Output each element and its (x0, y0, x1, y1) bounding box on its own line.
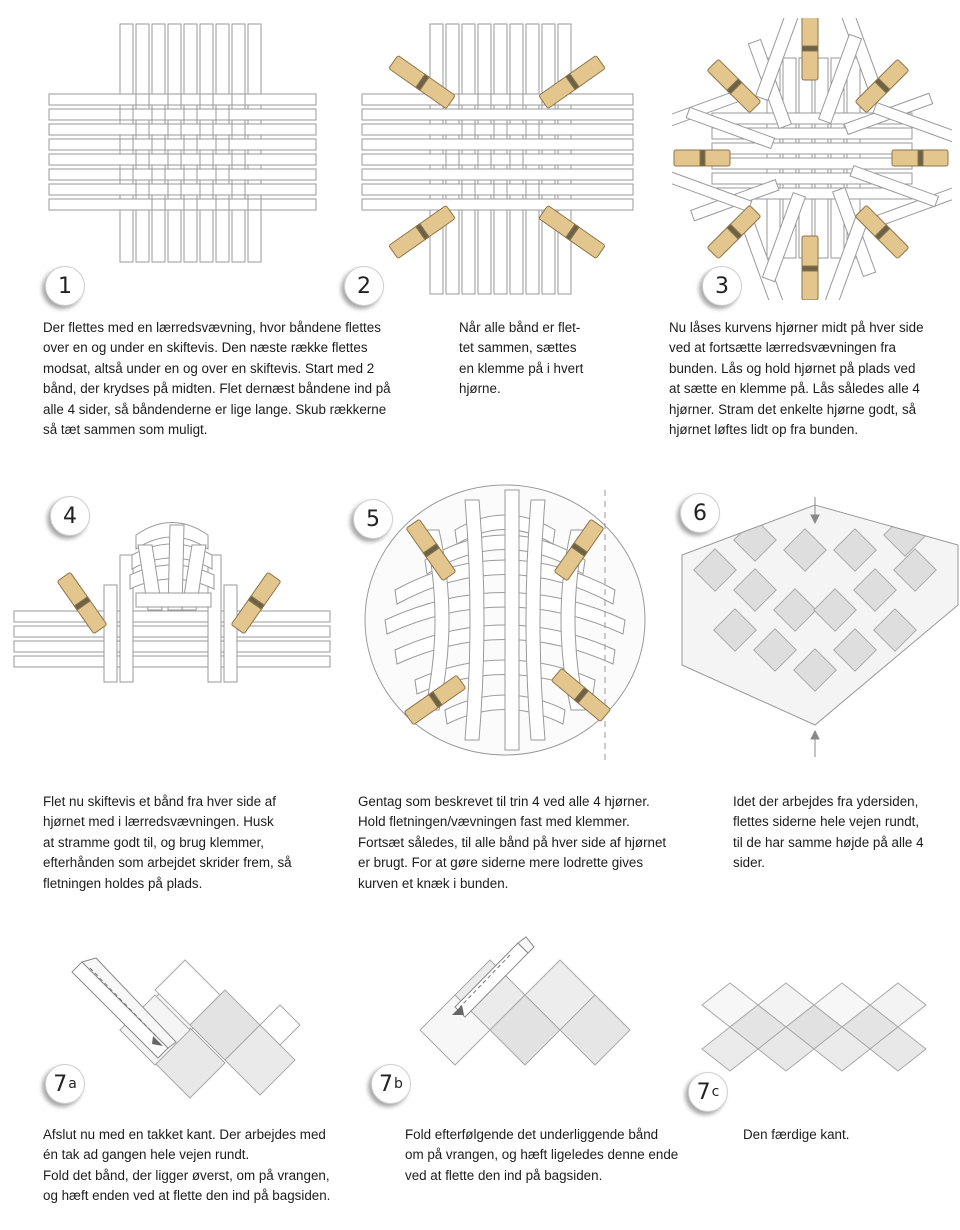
step-number: 6 (693, 500, 707, 526)
step-5-illustration (355, 470, 665, 770)
step-number: 5 (366, 506, 380, 532)
step-number-badge (371, 1064, 411, 1104)
step-2-caption: Når alle bånd er flet- tet sammen, sættes en klemme på i hvert hjørne. (459, 320, 584, 397)
step-suffix: a (68, 1076, 77, 1092)
step-number: 7 (696, 1079, 711, 1105)
step-number-badge (344, 266, 384, 306)
step-number-badge (702, 266, 742, 306)
step-suffix: c (711, 1084, 720, 1100)
step-number-badge (50, 496, 90, 536)
step-number: 4 (63, 503, 77, 529)
step-suffix: b (394, 1076, 403, 1092)
arrow-up-icon (811, 731, 819, 757)
step-number-badge (680, 493, 720, 533)
step-7a-illustration (60, 950, 310, 1105)
step-6-illustration (680, 495, 960, 770)
step-6-caption: Idet der arbejdes fra ydersiden, flettes siderne hele vejen rundt, til de har samme højde på alle 4 sider. (733, 794, 924, 871)
step-number: 7 (53, 1071, 68, 1097)
step-7a-caption: Afslut nu med en takket kant. Der arbejdes med én tak ad gangen hele vejen rundt. Fold det bånd, der ligger øverst, om på vrangen, og hæft enden ved at flette den ind på bagsiden. (43, 1127, 331, 1204)
step-number: 3 (715, 273, 729, 299)
step-2-illustration (360, 22, 635, 297)
step-number-badge (353, 499, 393, 539)
step-4-caption: Flet nu skiftevis et bånd fra hver side af hjørnet med i lærredsvævningen. Husk at stramme godt til, og brug klemmer, efterhånden som arbejdet skrider frem, så fletningen holdes på plads. (43, 794, 292, 891)
step-7b-caption: Fold efterfølgende det underliggende bånd om på vrangen, og hæft ligeledes denne ende ved at flette den ind på bagsiden. (405, 1127, 679, 1183)
step-4-illustration (12, 515, 332, 685)
step-5-caption: Gentag som beskrevet til trin 4 ved alle 4 hjørner. Hold fletningen/vævningen fast med klemmer. Fortsæt således, til alle bånd på hver side af hjørnet er brugt. For at gøre siderne mere lodrette gives kurven et knæk i bunden. (358, 794, 667, 891)
step-7c-caption: Den færdige kant. (743, 1127, 850, 1142)
step-3-caption: Nu låses kurvens hjørner midt på hver side ved at fortsætte lærredsvævningen fra bunden. Lås og hold hjørnet på plads ved at sætte en klemme på. Lås således alle 4 hjørner. Stram det enkelte hjørne godt, så hjørnet løftes lidt op fra bunden. (669, 320, 924, 438)
step-1-illustration (45, 22, 320, 267)
step-number: 2 (357, 273, 371, 299)
step-number: 1 (58, 273, 72, 299)
step-3-illustration (672, 18, 952, 300)
step-1-caption: Der flettes med en lærredsvævning, hvor båndene flettes over en og under en skiftevis. Den næste række flettes modsat, altså under en og over en skiftevis. Start med 2 bånd, der krydses på midten. Flet dernæst båndene ind på alle 4 sider, så båndenderne er lige lange. Skub rækkerne så tæt sammen som muligt. (43, 320, 391, 438)
step-7b-illustration (400, 935, 650, 1085)
step-number-badge (45, 1064, 85, 1104)
step-number-badge (45, 266, 85, 306)
step-number: 7 (379, 1071, 394, 1097)
step-7c-illustration (700, 975, 930, 1090)
step-number-badge (688, 1072, 728, 1112)
